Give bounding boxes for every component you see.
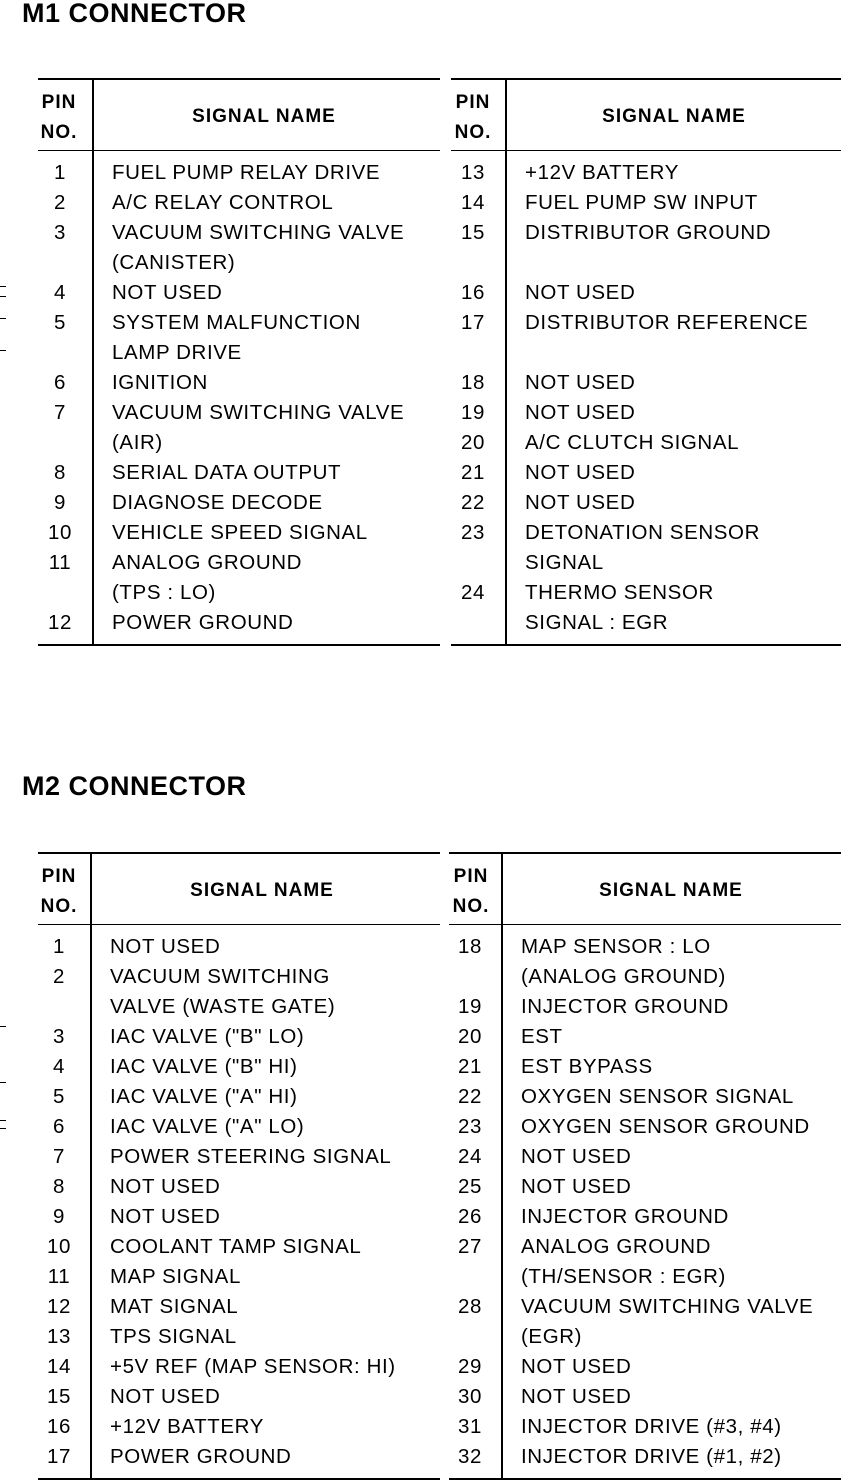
- pin-number: 30: [457, 1385, 482, 1408]
- signal-name-line: TPS SIGNAL: [110, 1325, 237, 1348]
- signal-name: [110, 1382, 220, 1412]
- table-row: [38, 398, 440, 458]
- signal-name: [521, 1172, 631, 1202]
- pin-number: 12: [47, 611, 72, 634]
- signal-name-line: OXYGEN SENSOR GROUND: [521, 1115, 810, 1138]
- signal-name: [110, 1082, 298, 1112]
- signal-name: [112, 458, 341, 488]
- pin-number: 8: [53, 461, 66, 484]
- table-row: [449, 1112, 841, 1142]
- signal-name-line: INJECTOR DRIVE (#1, #2): [521, 1445, 782, 1468]
- table-row: [38, 278, 440, 308]
- signal-name-line: POWER STEERING SIGNAL: [110, 1145, 392, 1168]
- signal-name: [521, 1352, 631, 1382]
- margin-tick: [0, 1120, 6, 1121]
- table-row: [38, 1232, 440, 1262]
- pin-number: 19: [460, 401, 485, 424]
- pin-number: 5: [52, 1085, 65, 1108]
- signal-name: [110, 1232, 361, 1262]
- signal-name: [525, 458, 635, 488]
- signal-name-line: SIGNAL: [525, 551, 604, 574]
- m1-right-rows: [451, 158, 841, 638]
- signal-name-line: NOT USED: [110, 1205, 221, 1228]
- signal-name: [521, 1082, 794, 1112]
- pin-number: 21: [460, 461, 485, 484]
- pin-number: 17: [460, 311, 485, 334]
- signal-name: [525, 278, 635, 308]
- table-row: [451, 458, 841, 488]
- table-row: [451, 578, 841, 638]
- table-row: [38, 488, 440, 518]
- signal-name-line: IAC VALVE ("A" HI): [110, 1085, 298, 1108]
- signal-name: [521, 992, 729, 1022]
- pin-number: 7: [53, 401, 66, 424]
- m1-right-half: [451, 78, 841, 648]
- pin-number: 17: [46, 1445, 71, 1468]
- pin-number: 10: [47, 521, 72, 544]
- margin-tick: [0, 296, 6, 297]
- pin-number: 6: [53, 371, 66, 394]
- margin-tick: [0, 1082, 6, 1083]
- signal-name-line: VEHICLE SPEED SIGNAL: [112, 521, 368, 544]
- table-row: [449, 1352, 841, 1382]
- table-row: [449, 992, 841, 1022]
- pin-number: 9: [52, 1205, 65, 1228]
- table-row: [451, 488, 841, 518]
- pin-number: 24: [460, 581, 485, 604]
- m1-left-half: [38, 78, 440, 648]
- signal-name-line: LAMP DRIVE: [112, 341, 242, 364]
- signal-name-line: POWER GROUND: [112, 611, 294, 634]
- signal-name-line: IAC VALVE ("B" HI): [110, 1055, 298, 1078]
- table-row: [38, 608, 440, 638]
- signal-name-line: SIGNAL : EGR: [525, 611, 669, 634]
- signal-name: [110, 1112, 304, 1142]
- pin-number: 7: [52, 1145, 65, 1168]
- margin-tick: [0, 1026, 6, 1027]
- table-row: [451, 278, 841, 308]
- m1-left-rows: [38, 158, 440, 638]
- signal-name: [112, 188, 333, 218]
- table-row: [38, 1262, 440, 1292]
- pin-number: 11: [47, 1265, 71, 1288]
- signal-name-line: NOT USED: [525, 491, 636, 514]
- signal-name-line: DISTRIBUTOR GROUND: [525, 221, 772, 244]
- pin-number: 29: [457, 1355, 482, 1378]
- pin-number: 16: [46, 1415, 71, 1438]
- signal-name-line: OXYGEN SENSOR SIGNAL: [521, 1085, 794, 1108]
- signal-name: [521, 1142, 631, 1172]
- signal-name: [110, 1172, 220, 1202]
- table-row: [449, 1172, 841, 1202]
- table-row: [449, 932, 841, 992]
- margin-tick: [0, 1128, 6, 1129]
- signal-name-line: (TPS : LO): [112, 581, 216, 604]
- signal-name: [521, 1112, 810, 1142]
- signal-name: [525, 308, 808, 368]
- table-row: [38, 458, 440, 488]
- signal-name-line: IAC VALVE ("B" LO): [110, 1025, 305, 1048]
- pin-number: 22: [460, 491, 485, 514]
- table-row: [451, 188, 841, 218]
- signal-name: [110, 932, 220, 962]
- table-row: [449, 1442, 841, 1472]
- pin-number: 3: [53, 221, 66, 244]
- signal-name: [525, 518, 760, 578]
- signal-name-line: +5V REF (MAP SENSOR: HI): [110, 1355, 396, 1378]
- signal-name: [525, 158, 679, 188]
- signal-name: [521, 932, 726, 992]
- signal-name-header: SIGNAL NAME: [190, 880, 334, 901]
- pin-number: 4: [53, 281, 66, 304]
- table-row: [38, 1352, 440, 1382]
- table-row: [38, 308, 440, 368]
- signal-name-line: VALVE (WASTE GATE): [110, 995, 336, 1018]
- signal-name-line: NOT USED: [525, 281, 636, 304]
- pin-number: 1: [53, 161, 66, 184]
- pin-number: 28: [457, 1295, 482, 1318]
- signal-name-header: SIGNAL NAME: [192, 106, 336, 127]
- signal-name-line: [525, 338, 808, 368]
- pin-number: 13: [46, 1325, 71, 1348]
- signal-name: [112, 608, 293, 638]
- signal-name-line: NOT USED: [521, 1355, 632, 1378]
- pin-number: 20: [457, 1025, 482, 1048]
- signal-name: [110, 1442, 291, 1472]
- signal-name: [110, 1352, 396, 1382]
- signal-name-line: +12V BATTERY: [110, 1415, 264, 1438]
- table-row: [451, 308, 841, 368]
- signal-name-line: (AIR): [112, 431, 163, 454]
- table-row: [38, 1112, 440, 1142]
- signal-name: [110, 962, 335, 1022]
- pin-number: 13: [460, 161, 485, 184]
- signal-name-header: SIGNAL NAME: [599, 880, 743, 901]
- margin-tick: [0, 318, 6, 319]
- signal-name-line: (TH/SENSOR : EGR): [521, 1265, 726, 1288]
- signal-name: [521, 1232, 726, 1292]
- signal-name: [525, 368, 635, 398]
- pin-number: 31: [457, 1415, 482, 1438]
- table-row: [38, 548, 440, 608]
- table-row: [451, 158, 841, 188]
- signal-name: [112, 218, 404, 278]
- table-row: [38, 1292, 440, 1322]
- pin-number: 16: [460, 281, 485, 304]
- pin-no-header: PIN NO.: [40, 866, 78, 917]
- signal-name-line: VACUUM SWITCHING VALVE: [112, 221, 405, 244]
- pin-number: 23: [457, 1115, 482, 1138]
- signal-name-line: NOT USED: [521, 1175, 632, 1198]
- signal-name-line: ANALOG GROUND: [112, 551, 303, 574]
- pin-number: 27: [457, 1235, 482, 1258]
- table-row: [449, 1022, 841, 1052]
- signal-name-line: COOLANT TAMP SIGNAL: [110, 1235, 362, 1258]
- m2-right-rows: [449, 932, 841, 1472]
- signal-name: [110, 1142, 391, 1172]
- signal-name-line: ANALOG GROUND: [521, 1235, 712, 1258]
- table-row: [449, 1412, 841, 1442]
- signal-name: [525, 218, 771, 278]
- pin-number: 11: [48, 551, 72, 574]
- table-row: [449, 1142, 841, 1172]
- table-row: [38, 1022, 440, 1052]
- table-row: [449, 1082, 841, 1112]
- signal-name-line: NOT USED: [110, 1385, 221, 1408]
- signal-name-line: NOT USED: [525, 401, 636, 424]
- pin-number: 9: [53, 491, 66, 514]
- table-row: [449, 1292, 841, 1352]
- signal-name: [521, 1292, 813, 1352]
- signal-name: [110, 1052, 298, 1082]
- m2-right-half: [449, 852, 841, 1482]
- pin-number: 20: [460, 431, 485, 454]
- signal-name-line: FUEL PUMP SW INPUT: [525, 191, 758, 214]
- pin-number: 14: [460, 191, 485, 214]
- pin-number: 24: [457, 1145, 482, 1168]
- signal-name: [112, 398, 404, 458]
- signal-name: [521, 1202, 729, 1232]
- signal-name-line: DIAGNOSE DECODE: [112, 491, 323, 514]
- signal-name-line: EST BYPASS: [521, 1055, 653, 1078]
- signal-name: [112, 158, 380, 188]
- signal-name-line: MAP SENSOR : LO: [521, 935, 711, 958]
- table-row: [38, 368, 440, 398]
- pin-number: 4: [52, 1055, 65, 1078]
- table-row: [38, 1382, 440, 1412]
- table-row: [38, 932, 440, 962]
- signal-name: [112, 518, 368, 548]
- signal-name: [112, 488, 323, 518]
- m1-connector-title: M1 CONNECTOR: [22, 0, 247, 28]
- signal-name-line: NOT USED: [110, 935, 221, 958]
- pin-no-header: PIN NO.: [452, 866, 490, 917]
- signal-name: [110, 1262, 241, 1292]
- pin-number: 15: [460, 221, 485, 244]
- pin-no-header: PIN NO.: [454, 92, 492, 143]
- pin-number: 2: [52, 965, 65, 988]
- m2-left-rows: [38, 932, 440, 1472]
- pin-number: 18: [460, 371, 485, 394]
- signal-name: [112, 278, 222, 308]
- table-row: [451, 518, 841, 578]
- table-row: [451, 218, 841, 278]
- table-row: [38, 188, 440, 218]
- signal-name-line: SYSTEM MALFUNCTION: [112, 311, 361, 334]
- signal-name-line: (EGR): [521, 1325, 583, 1348]
- signal-name: [110, 1292, 238, 1322]
- table-row: [451, 428, 841, 458]
- table-row: [451, 368, 841, 398]
- signal-name: [521, 1052, 653, 1082]
- signal-name-line: NOT USED: [525, 461, 636, 484]
- signal-name: [525, 398, 635, 428]
- signal-name-line: MAT SIGNAL: [110, 1295, 239, 1318]
- pin-number: 10: [46, 1235, 71, 1258]
- pin-number: 19: [457, 995, 482, 1018]
- signal-name: [112, 368, 208, 398]
- signal-name: [525, 428, 739, 458]
- pin-number: 18: [457, 935, 482, 958]
- table-row: [38, 518, 440, 548]
- table-row: [38, 1172, 440, 1202]
- signal-name: [112, 308, 361, 368]
- signal-name-line: VACUUM SWITCHING VALVE: [112, 401, 405, 424]
- table-row: [449, 1052, 841, 1082]
- table-row: [38, 1142, 440, 1172]
- signal-name-line: NOT USED: [112, 281, 223, 304]
- signal-name-line: (ANALOG GROUND): [521, 965, 726, 988]
- table-row: [38, 1412, 440, 1442]
- pin-number: 14: [46, 1355, 71, 1378]
- table-row: [38, 218, 440, 278]
- signal-name-line: DETONATION SENSOR: [525, 521, 760, 544]
- pin-number: 5: [53, 311, 66, 334]
- pin-number: 22: [457, 1085, 482, 1108]
- table-row: [38, 1322, 440, 1352]
- signal-name: [521, 1442, 782, 1472]
- signal-name-line: (CANISTER): [112, 251, 236, 274]
- signal-name-line: POWER GROUND: [110, 1445, 292, 1468]
- signal-name-line: VACUUM SWITCHING: [110, 965, 330, 988]
- signal-name-line: NOT USED: [525, 371, 636, 394]
- pin-number: 32: [457, 1445, 482, 1468]
- margin-tick: [0, 350, 6, 351]
- pin-number: 26: [457, 1205, 482, 1228]
- table-row: [449, 1382, 841, 1412]
- signal-name: [110, 1412, 264, 1442]
- signal-name: [112, 548, 302, 608]
- signal-name-header: SIGNAL NAME: [602, 106, 746, 127]
- signal-name-line: NOT USED: [521, 1385, 632, 1408]
- pin-number: 25: [457, 1175, 482, 1198]
- signal-name-line: [525, 248, 771, 278]
- table-row: [38, 1082, 440, 1112]
- signal-name-line: FUEL PUMP RELAY DRIVE: [112, 161, 381, 184]
- table-row: [38, 1052, 440, 1082]
- signal-name: [521, 1382, 631, 1412]
- table-row: [38, 1202, 440, 1232]
- signal-name-line: DISTRIBUTOR REFERENCE: [525, 311, 809, 334]
- pin-number: 1: [52, 935, 65, 958]
- signal-name: [525, 188, 758, 218]
- pin-no-header: PIN NO.: [40, 92, 78, 143]
- m2-left-half: [38, 852, 440, 1482]
- pin-number: 23: [460, 521, 485, 544]
- signal-name-line: SERIAL DATA OUTPUT: [112, 461, 342, 484]
- pin-number: 3: [52, 1025, 65, 1048]
- signal-name-line: A/C RELAY CONTROL: [112, 191, 334, 214]
- signal-name-line: THERMO SENSOR: [525, 581, 714, 604]
- margin-tick: [0, 286, 6, 287]
- table-row: [38, 1442, 440, 1472]
- signal-name-line: NOT USED: [110, 1175, 221, 1198]
- signal-name-line: +12V BATTERY: [525, 161, 679, 184]
- signal-name-line: NOT USED: [521, 1145, 632, 1168]
- signal-name: [521, 1412, 782, 1442]
- table-row: [449, 1202, 841, 1232]
- signal-name-line: MAP SIGNAL: [110, 1265, 241, 1288]
- pin-number: 21: [457, 1055, 482, 1078]
- signal-name-line: IGNITION: [112, 371, 208, 394]
- table-row: [449, 1232, 841, 1292]
- signal-name: [110, 1322, 237, 1352]
- pin-number: 8: [52, 1175, 65, 1198]
- signal-name-line: EST: [521, 1025, 563, 1048]
- signal-name: [521, 1022, 563, 1052]
- table-row: [38, 962, 440, 1022]
- pin-number: 12: [46, 1295, 71, 1318]
- signal-name: [110, 1202, 220, 1232]
- signal-name-line: A/C CLUTCH SIGNAL: [525, 431, 740, 454]
- signal-name-line: INJECTOR GROUND: [521, 1205, 729, 1228]
- signal-name-line: IAC VALVE ("A" LO): [110, 1115, 305, 1138]
- table-row: [451, 398, 841, 428]
- m2-connector-title: M2 CONNECTOR: [22, 771, 247, 801]
- signal-name-line: INJECTOR DRIVE (#3, #4): [521, 1415, 782, 1438]
- signal-name: [525, 578, 714, 638]
- signal-name-line: VACUUM SWITCHING VALVE: [521, 1295, 814, 1318]
- signal-name-line: INJECTOR GROUND: [521, 995, 729, 1018]
- signal-name: [110, 1022, 304, 1052]
- pin-number: 2: [53, 191, 66, 214]
- pin-number: 15: [46, 1385, 71, 1408]
- table-row: [38, 158, 440, 188]
- pin-number: 6: [52, 1115, 65, 1138]
- signal-name: [525, 488, 635, 518]
